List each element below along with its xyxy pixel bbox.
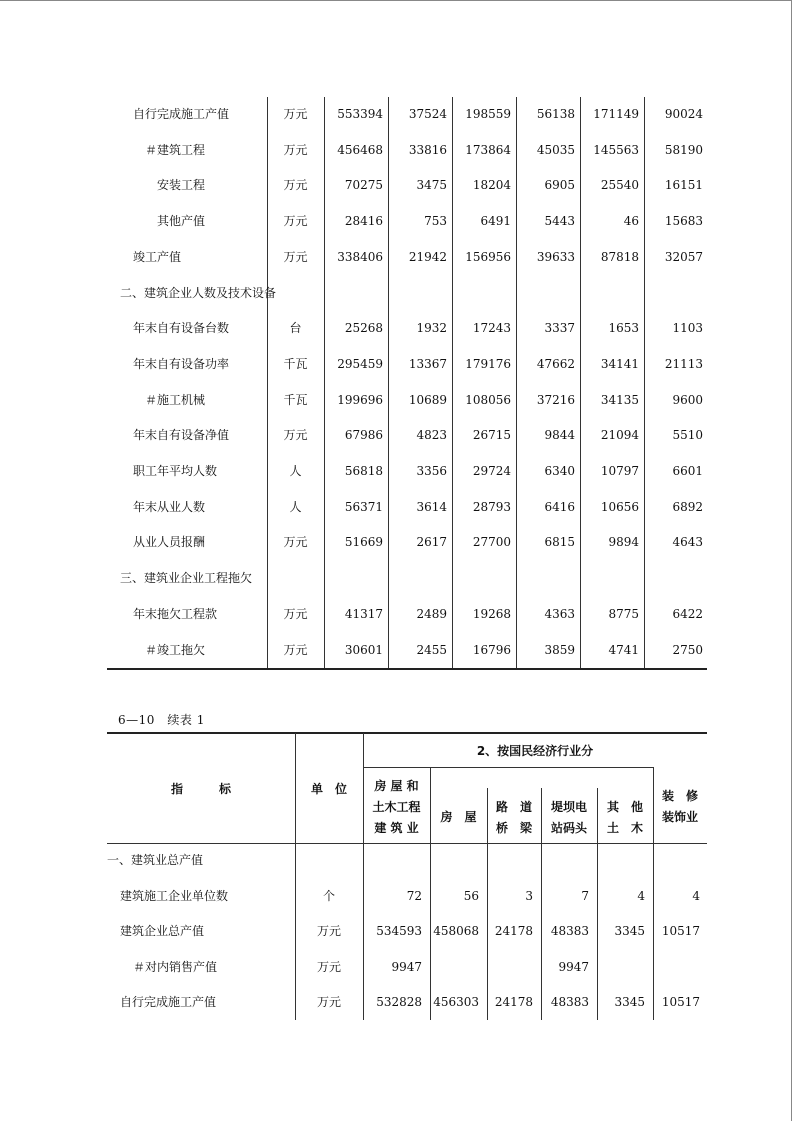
value-cell: 338406 [337, 249, 383, 264]
value-cell: 179176 [465, 356, 511, 371]
value-cell [585, 950, 645, 985]
value-cell: 4 [692, 888, 700, 903]
value-cell: 5510 [672, 428, 703, 443]
value-cell [643, 561, 703, 596]
value-cell: 7 [581, 888, 589, 903]
row-unit: 万元 [316, 959, 341, 974]
value-cell: 56371 [344, 499, 383, 514]
value-cell [529, 843, 589, 878]
value-cell: 56 [463, 888, 479, 903]
value-cell: 3614 [416, 499, 447, 514]
value-cell: 108056 [465, 392, 511, 407]
value-cell: 3345 [614, 924, 645, 938]
value-cell: 532828 [376, 995, 422, 1009]
row-label: 竣工产值 [133, 249, 182, 264]
row-unit: 台 [289, 321, 302, 336]
value-cell: 6422 [672, 606, 703, 621]
value-cell [473, 843, 533, 878]
value-cell: 3356 [416, 464, 447, 478]
value-cell [585, 843, 645, 878]
header-col-1-line1: 房 屋 和 [374, 779, 419, 793]
value-cell: 46 [623, 214, 639, 229]
value-cell: 456303 [433, 995, 479, 1009]
value-cell: 32057 [664, 249, 703, 264]
row-unit [267, 561, 324, 596]
value-cell: 1653 [608, 321, 639, 336]
table-row [107, 633, 707, 668]
table-row [107, 914, 707, 949]
value-cell: 4741 [608, 642, 639, 657]
header-col-1-line3: 建 筑 业 [374, 821, 419, 835]
value-cell: 56138 [536, 107, 575, 121]
value-cell: 8775 [608, 606, 639, 621]
table-row [107, 311, 707, 346]
value-cell: 295459 [337, 356, 383, 371]
header-col-3 [487, 797, 541, 839]
table-row [107, 525, 707, 560]
value-cell: 3337 [544, 321, 575, 336]
value-cell: 6905 [544, 178, 575, 193]
row-unit: 万元 [283, 428, 308, 443]
table-row [107, 276, 707, 311]
value-cell: 9947 [558, 959, 589, 974]
table-row [107, 843, 707, 878]
row-unit: 个 [322, 888, 335, 903]
row-label: 自行完成施工产值 [120, 995, 217, 1009]
header-col-1-line2: 土木工程 [372, 800, 421, 814]
value-cell: 37524 [408, 107, 447, 121]
value-cell: 534593 [376, 924, 422, 938]
value-cell: 9844 [544, 428, 575, 443]
row-label: ＃对内销售产值 [133, 959, 218, 974]
value-cell: 6892 [672, 499, 703, 514]
value-cell: 41317 [344, 606, 383, 621]
value-cell: 72 [406, 888, 422, 903]
row-label: ＃竣工拖欠 [145, 642, 206, 657]
table-row [107, 418, 707, 453]
table-caption: 6—10 续表 1 [118, 713, 205, 727]
value-cell [451, 276, 511, 311]
header-indicator: 指 标 [170, 782, 231, 796]
value-cell: 2455 [416, 642, 447, 657]
value-cell: 2617 [416, 535, 447, 550]
value-cell: 21094 [600, 428, 639, 443]
header-col-5-line2: 土 木 [606, 821, 643, 835]
row-label: ＃施工机械 [145, 392, 206, 407]
row-label: 安装工程 [157, 178, 206, 193]
value-cell: 4643 [672, 535, 703, 550]
row-unit: 人 [289, 499, 302, 514]
header-col-5 [597, 797, 653, 839]
value-cell: 10517 [661, 924, 700, 938]
value-cell: 6601 [672, 464, 703, 478]
value-cell: 3859 [544, 642, 575, 657]
row-unit [267, 276, 324, 311]
value-cell [640, 843, 700, 878]
row-label: 建筑企业总产值 [120, 924, 205, 938]
value-cell [579, 561, 639, 596]
value-cell: 4823 [416, 428, 447, 443]
value-cell [323, 561, 383, 596]
value-cell: 24178 [494, 924, 533, 938]
table-row [107, 97, 707, 132]
value-cell: 6416 [544, 499, 575, 514]
value-cell: 6815 [544, 535, 575, 550]
table-row [107, 879, 707, 914]
row-label: 职工年平均人数 [133, 464, 218, 478]
value-cell: 26715 [472, 428, 511, 443]
value-cell: 37216 [536, 392, 575, 407]
row-unit: 万元 [283, 142, 308, 157]
value-cell [362, 843, 422, 878]
value-cell: 171149 [593, 107, 639, 121]
table-bottom-rule [107, 668, 707, 670]
header-col-3-line1: 路 道 [495, 800, 532, 814]
table-row [107, 204, 707, 239]
value-cell: 67986 [344, 428, 383, 443]
value-cell: 199696 [337, 392, 383, 407]
row-label: 年末自有设备功率 [133, 356, 230, 371]
value-cell: 28416 [344, 214, 383, 229]
value-cell [419, 843, 479, 878]
value-cell [515, 276, 575, 311]
value-cell: 24178 [494, 995, 533, 1009]
header-col-3-line2: 桥 梁 [495, 821, 532, 835]
value-cell: 27700 [472, 535, 511, 550]
value-cell: 48383 [550, 924, 589, 938]
row-label: 三、建筑业企业工程拖欠 [120, 571, 253, 586]
row-unit: 千瓦 [283, 392, 308, 407]
header-unit: 单 位 [310, 782, 347, 796]
table-row [107, 985, 707, 1020]
value-cell: 34141 [600, 356, 639, 371]
table-row [107, 383, 707, 418]
value-cell: 5443 [544, 214, 575, 229]
row-label: 年末自有设备净值 [133, 428, 230, 443]
value-cell: 156956 [465, 249, 511, 264]
row-unit: 万元 [283, 642, 308, 657]
value-cell: 70275 [344, 178, 383, 193]
header-col-1 [363, 776, 430, 839]
value-cell: 15683 [664, 214, 703, 229]
row-label: 其他产值 [157, 214, 206, 229]
value-cell: 1932 [416, 321, 447, 336]
value-cell: 25268 [344, 321, 383, 336]
value-cell: 9600 [672, 392, 703, 407]
row-label: ＃建筑工程 [145, 142, 206, 157]
value-cell [419, 950, 479, 985]
value-cell: 10656 [600, 499, 639, 514]
value-cell: 458068 [433, 924, 479, 938]
row-label: 年末拖欠工程款 [133, 606, 218, 621]
header-col-4-line1: 堤坝电 [550, 800, 587, 814]
value-cell: 145563 [593, 142, 639, 157]
row-unit: 人 [289, 464, 302, 478]
table-row [107, 490, 707, 525]
header-col-6-line2: 装饰业 [661, 810, 698, 824]
value-cell: 6491 [480, 214, 511, 229]
value-cell: 3345 [614, 995, 645, 1009]
value-cell: 19268 [472, 606, 511, 621]
value-cell: 17243 [472, 321, 511, 336]
row-unit: 万元 [283, 107, 308, 121]
row-label: 一、建筑业总产值 [107, 853, 204, 867]
row-unit: 千瓦 [283, 356, 308, 371]
value-cell: 3475 [416, 178, 447, 193]
header-col-4-line2: 站码头 [550, 821, 587, 835]
value-cell: 6340 [544, 464, 575, 478]
row-unit [295, 843, 363, 878]
row-label: 年末自有设备台数 [133, 321, 230, 336]
value-cell: 21942 [408, 249, 447, 264]
value-cell: 456468 [337, 142, 383, 157]
table-row [107, 950, 707, 985]
value-cell: 10517 [661, 995, 700, 1009]
value-cell: 2750 [672, 642, 703, 657]
value-cell: 10689 [408, 392, 447, 407]
row-unit: 万元 [283, 214, 308, 229]
value-cell: 3 [525, 888, 533, 903]
value-cell: 25540 [600, 178, 639, 193]
row-unit: 万元 [283, 535, 308, 550]
value-cell: 39633 [536, 249, 575, 264]
table-row [107, 597, 707, 632]
value-cell [579, 276, 639, 311]
value-cell: 56818 [344, 464, 383, 478]
value-cell [515, 561, 575, 596]
value-cell: 10797 [600, 464, 639, 478]
value-cell: 33816 [408, 142, 447, 157]
value-cell: 13367 [408, 356, 447, 371]
table-row [107, 454, 707, 489]
table-top-rule [107, 732, 707, 734]
header-group: 2、按国民经济行业分 [476, 744, 594, 758]
value-cell: 2489 [416, 606, 447, 621]
table-row [107, 168, 707, 203]
table-row [107, 240, 707, 275]
value-cell: 58190 [664, 142, 703, 157]
value-cell [643, 276, 703, 311]
value-cell: 29724 [472, 464, 511, 478]
value-cell [387, 276, 447, 311]
row-label: 年末从业人数 [133, 499, 206, 514]
row-label: 从业人员报酬 [133, 535, 206, 550]
value-cell: 18204 [472, 178, 511, 193]
value-cell [323, 276, 383, 311]
header-col-6 [653, 786, 707, 828]
value-cell [473, 950, 533, 985]
value-cell: 51669 [344, 535, 383, 550]
value-cell [640, 950, 700, 985]
row-label: 建筑施工企业单位数 [120, 888, 229, 903]
value-cell: 90024 [664, 107, 703, 121]
row-unit: 万元 [283, 178, 308, 193]
value-cell: 16796 [472, 642, 511, 657]
value-cell: 47662 [536, 356, 575, 371]
value-cell: 87818 [600, 249, 639, 264]
row-unit: 万元 [316, 995, 341, 1009]
value-cell: 48383 [550, 995, 589, 1009]
value-cell: 198559 [465, 107, 511, 121]
value-cell: 173864 [465, 142, 511, 157]
value-cell: 34135 [600, 392, 639, 407]
value-cell: 30601 [344, 642, 383, 657]
header-col-6-line1: 装 修 [661, 789, 698, 803]
value-cell [387, 561, 447, 596]
value-cell: 4363 [544, 606, 575, 621]
value-cell: 753 [424, 214, 447, 229]
table-row [107, 347, 707, 382]
table-row [107, 133, 707, 168]
row-label: 二、建筑企业人数及技术设备 [120, 285, 277, 300]
value-cell: 553394 [337, 107, 383, 121]
value-cell: 9947 [391, 959, 422, 974]
table-row [107, 561, 707, 596]
value-cell: 1103 [672, 321, 703, 336]
header-col-4 [541, 797, 597, 839]
row-unit: 万元 [283, 606, 308, 621]
value-cell: 16151 [664, 178, 703, 193]
value-cell: 45035 [536, 142, 575, 157]
value-cell: 9894 [608, 535, 639, 550]
row-label: 自行完成施工产值 [133, 107, 230, 121]
value-cell: 28793 [472, 499, 511, 514]
group-header-rule [363, 767, 653, 768]
row-unit: 万元 [283, 249, 308, 264]
header-col-2: 房 屋 [440, 810, 477, 824]
value-cell: 4 [637, 888, 645, 903]
header-col-5-line1: 其 他 [606, 800, 643, 814]
value-cell [451, 561, 511, 596]
row-unit: 万元 [316, 924, 341, 938]
value-cell: 21113 [664, 356, 703, 371]
